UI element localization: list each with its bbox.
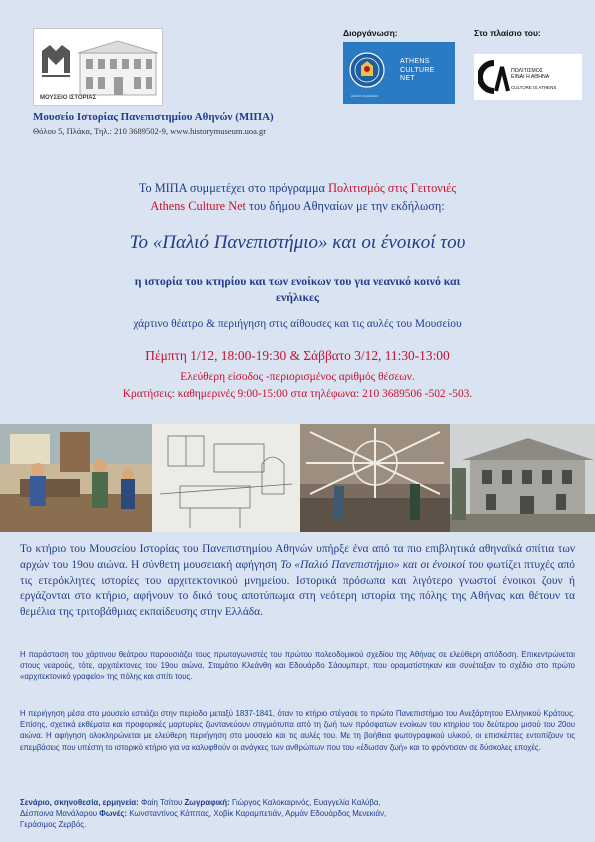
city-seal-icon bbox=[347, 48, 387, 92]
photo-strip bbox=[0, 424, 595, 532]
cia-logo-tagline: CULTURE IS ATHENS bbox=[511, 85, 557, 90]
booking-info: Κρατήσεις: καθημερινές 9:00-15:00 στα τηλέφωνα: 210 3689506 -502 -503. bbox=[122, 388, 473, 400]
credits-label: Ζωγραφική: bbox=[184, 798, 230, 807]
museum-mark-icon bbox=[40, 43, 74, 93]
athens-culture-net-logo bbox=[343, 42, 455, 104]
museum-address: Θόλου 5, Πλάκα, Τηλ.: 210 3689502-9, www.historymuseum.uoa.gr bbox=[33, 126, 267, 136]
culture-is-athens-icon bbox=[478, 59, 510, 95]
old-building-image bbox=[450, 424, 595, 532]
museum-name: Μουσείο Ιστορίας Πανεπιστημίου Αθηνών (ΜΙΠΑ) bbox=[33, 111, 274, 123]
credits bbox=[20, 797, 575, 831]
entry-info: Ελεύθερη είσοδος -περιορισμένος αριθμός θέσεων. bbox=[180, 371, 415, 383]
museum-building-icon bbox=[78, 39, 158, 97]
sketch-image bbox=[152, 424, 300, 532]
event-title: Το «Παλιό Πανεπιστήμιο» και οι ένοικοί του bbox=[129, 232, 466, 253]
intro-line-2 bbox=[0, 199, 595, 214]
tour-paragraph: Η περιήγηση μέσα στο μουσείο εστιάζει στην περίοδο μεταξύ 1837-1841, όταν το κτήριο στέγασε το πρώτο Πανεπιστήμιο του Ανεξάρτητου Ελληνικού Κράτους. Επίσης, σχετικά εκθέματα και προφορικές μαρτυρίες ζωντανεύουν στιγμιότυπα από τη ζωή των πρόσφατων ενοίκων του κτηρίου του δεύτερου μισού του 20ου αιώνα. Η αφήγηση ολοκληρώνεται με ελεύθερη περιήγηση στο μουσείο και τις αυλές του. Με τη βοήθεια φωτογραφικού υλικού, οι επισκέπτες εντοπίζουν τις επεμβάσεις που υπέστη το ιστορικό κτήριο για να καλυφθούν οι ανάγκες των ανθρώπων που του «έδωσαν ζωή» και το φρόντισαν σε δύσκολες εποχές. bbox=[20, 709, 575, 752]
acn-logo-line: NET bbox=[400, 75, 415, 82]
event-subtitle: η ιστορία του κτηρίου και των ενοίκων του για νεανικό κοινό και bbox=[134, 274, 461, 288]
intro-text: Το ΜΙΠΑ συμμετέχει στο πρόγραμμα bbox=[138, 181, 329, 195]
description-text: φωτίζει πτυχές από τις ετερόκλητες ιστορίες του αρχιτεκτονικού μνημείου. Ιστορικά πρόσωπα και λιγότερο γνωστοί ένοικοι ζουν ή εργάζονται στο κτήριο, αφήνουν το δικό τους αποτύπωμα στη νεότερη ιστορία της πόλης της Αθήνας και θέτουν τα θεμέλια της τριτοβάθμιας εκπαίδευσης στην Ελλάδα. bbox=[20, 558, 575, 619]
museum-logo bbox=[33, 28, 163, 106]
intro-text: του δήμου Αθηναίων με την εκδήλωση: bbox=[245, 199, 445, 213]
cia-logo-line: ΕΙΝΑΙ Η ΑΘΗΝΑ bbox=[511, 74, 550, 80]
credits-label: Σενάριο, σκηνοθεσία, ερμηνεία: bbox=[20, 798, 139, 807]
credits-value: Δέσποινα Μανάλαρου bbox=[20, 809, 100, 819]
museum-logo-line: ΜΟΥΣΕΙΟ bbox=[40, 95, 68, 101]
description-title-italic: Το «Παλιό Πανεπιστήμιο» και οι ένοικοί του bbox=[280, 558, 484, 571]
network-name: Athens Culture Net bbox=[150, 199, 246, 213]
credits-label: Φωνές: bbox=[99, 809, 128, 819]
program-name: Πολιτισμός στις Γειτονιές bbox=[328, 181, 457, 195]
cia-logo-line: ΠΟΛΙΤΙΣΜΟΣ bbox=[511, 68, 543, 74]
credits-value: Γεράσιμος Ζερβός. bbox=[20, 820, 87, 830]
acn-logo-small: ΔΗΜΟΣ ΑΘΗΝΑΙΩΝ bbox=[351, 94, 379, 98]
acn-logo-line: ATHENS bbox=[400, 58, 430, 65]
context-label: Στο πλαίσιο του: bbox=[474, 28, 541, 38]
credits-value: Κωνσταντίνος Κάππας, Χοβίκ Καραμπετιάν, Αρμάν Εδουάρδος Μενεκιάν, bbox=[127, 809, 387, 819]
credits-value: Φαίη Τσίτου bbox=[138, 798, 185, 807]
description-paragraph bbox=[20, 542, 575, 621]
credits-value: Γιώργος Καλοκαιρινός, Ευαγγελία Καλύβα, bbox=[229, 798, 381, 807]
description-text: Το κτήριο του Μουσείου Ιστορίας του Πανεπιστημίου Αθηνών υπήρξε ένα από τα πιο επιβλητικά αθηναϊκά σπίτια των αρχών του 19ου αιώνα. Η σύνθετη μουσειακή αφήγηση bbox=[20, 543, 575, 571]
event-dates: Πέμπτη 1/12, 18:00-19:30 & Σάββατο 3/12, 11:30-13:00 bbox=[145, 348, 450, 363]
culture-is-athens-logo bbox=[474, 54, 582, 100]
courtyard-image bbox=[300, 424, 450, 532]
acn-logo-line: CULTURE bbox=[400, 66, 435, 74]
event-subtitle: ενήλικες bbox=[275, 290, 320, 304]
event-description: χάρτινο θέατρο & περιήγηση στις αίθουσες και τις αυλές του Μουσείου bbox=[133, 318, 462, 330]
museum-logo-line: ΙΣΤΟΡΙΑΣ bbox=[69, 95, 97, 101]
theatre-paragraph: Η παράσταση του χάρτινου θεάτρου παρουσιάζει τους πρωταγωνιστές του πρώτου πολεοδομικού σχεδίου της Αθήνας σε ελεύθερη απόδοση. Επικεντρώνεται στους νεαρούς, τότε, αρχιτέκτονες του 19ου αιώνα, Σταμάτιο Κλεάνθη και Εδουάρδο Σάουμπερτ, που οραματίστηκαν και συνέταξαν το σχέδιο στο πρώτο «αρχιτεκτονικό γραφείο» της πόλης και σπίτι τους. bbox=[20, 650, 575, 682]
painting-image bbox=[0, 424, 152, 532]
intro-line-1 bbox=[0, 181, 595, 196]
organizer-label: Διοργάνωση: bbox=[343, 28, 398, 38]
